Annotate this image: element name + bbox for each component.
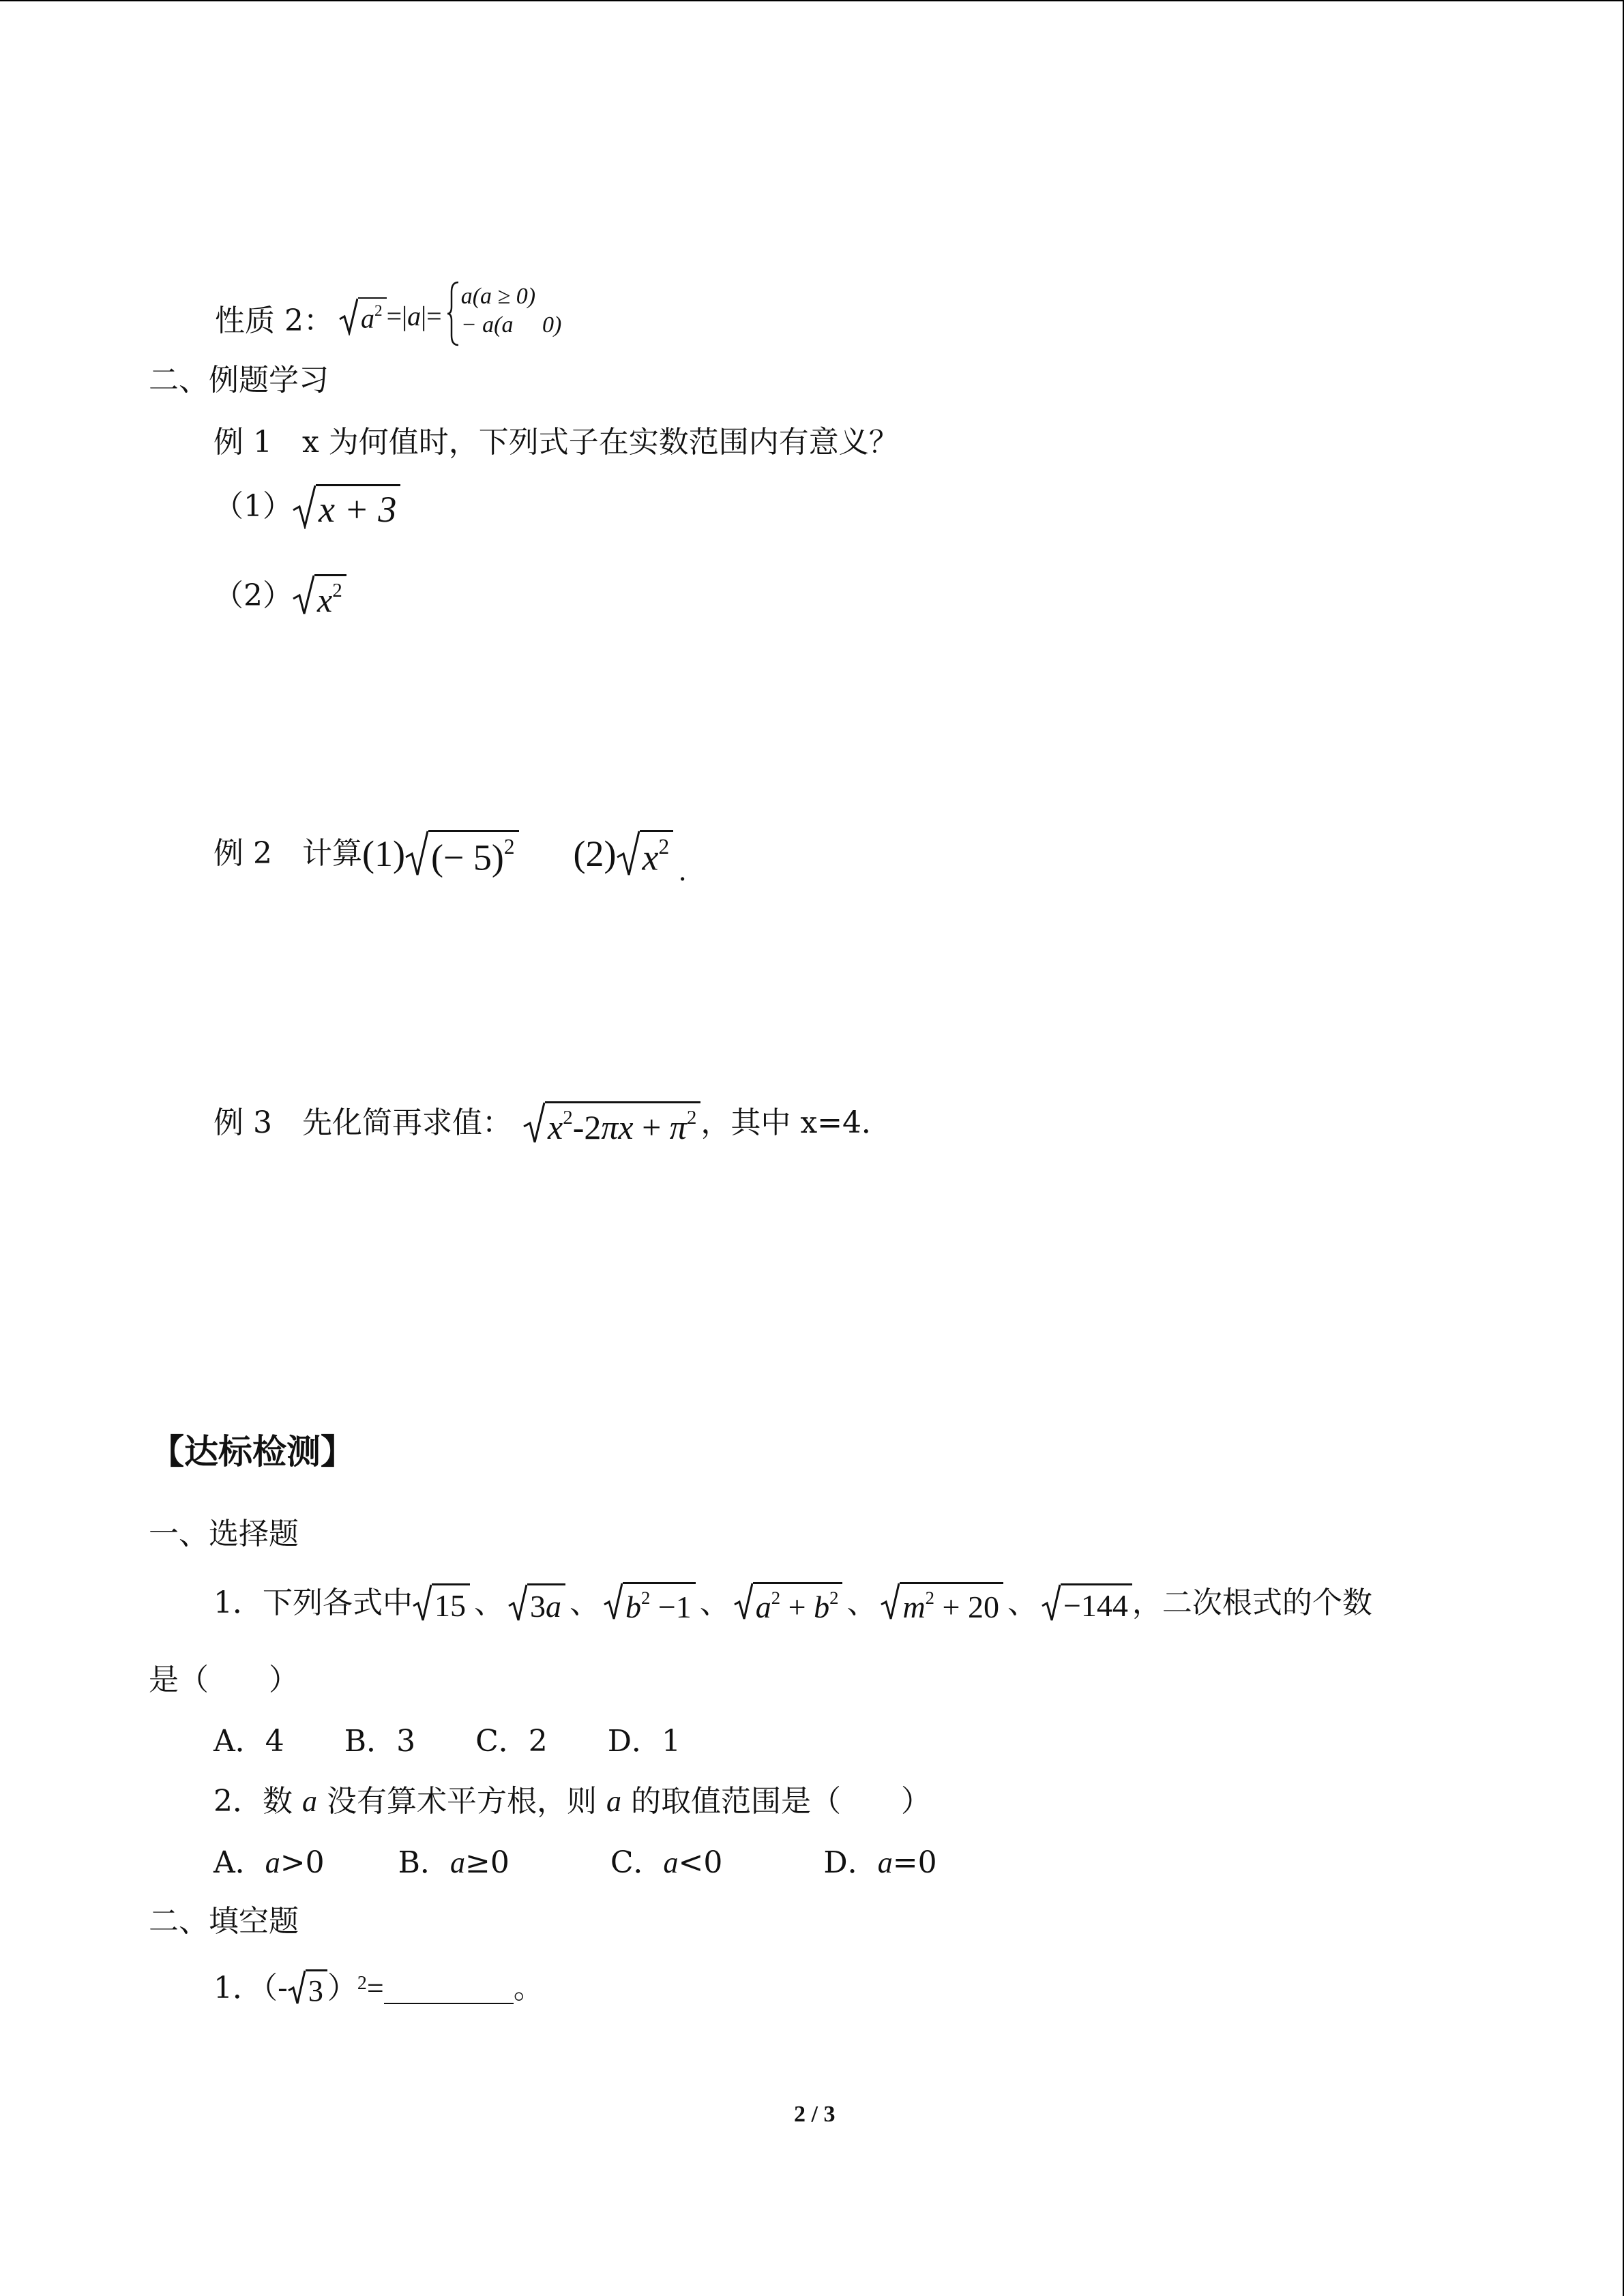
case-1: a(a ≥ 0) [460, 283, 536, 309]
sqrt-neg-144: −144 [1042, 1583, 1132, 1623]
example-3: 例 3 先化简再求值： $x^2-2\pi x + \pi^2$ ，其中 x=4． [213, 1101, 891, 1145]
sqrt-a-squared: $a^2$ [339, 297, 387, 336]
option-b: B．a≥0 [398, 1845, 510, 1880]
section-heading-dabiao: 【达标检测】 [150, 1431, 355, 1472]
property-2-label: 性质 2： [215, 303, 334, 338]
example-1-item-1: （1） x + 3 [213, 484, 400, 529]
section-title-examples: 二、例题学习 [149, 363, 329, 398]
option-a: A．a>0 [213, 1845, 325, 1880]
option-d: D．a=0 [823, 1845, 937, 1880]
fill-question-1: 1．（- 3 ） 2 = 。 [213, 1970, 544, 2008]
sqrt-x-squared-2: $x^2$ [617, 830, 674, 878]
answer-blank[interactable] [384, 1973, 514, 2004]
section-title-fill: 二、填空题 [149, 1904, 299, 1939]
choice-question-2: 2．数 a 没有算术平方根，则 a 的取值范围是（ ） [213, 1784, 931, 1819]
brace-icon [446, 280, 461, 348]
choice-question-1-options: A．4 B．3 C．2 D．1 [213, 1724, 681, 1759]
example-1-title: 例 1 x 为何值时，下列式子在实数范围内有意义？ [213, 425, 899, 460]
example-1-item-2: （2） $x^2$ [213, 574, 346, 618]
page-number: 2 / 3 [794, 2102, 836, 2127]
sqrt-b2-minus-1: $b^2 -1$ [604, 1582, 696, 1624]
choice-question-1: 1．下列各式中 15 、 3a 、 $b^2 -1$ 、 $a^2 + b^2$ 、 $m^2 + 20$ 、 −144 ，二次根式的个数 [213, 1582, 1372, 1624]
sqrt-3: 3 [288, 1969, 327, 2007]
section-title-choice: 一、选择题 [149, 1517, 299, 1551]
choice-question-2-options [213, 1845, 937, 1880]
sqrt-3a: 3a [508, 1583, 565, 1623]
property-2: 性质 2： $a^2$ =| a |= a(a ≥ 0) − a(a 0) [215, 259, 561, 348]
option-c: C．a<0 [610, 1845, 723, 1880]
sqrt-quadratic-pi: $x^2-2\pi x + \pi^2$ [523, 1101, 700, 1145]
case-2: − a(a 0) [460, 312, 562, 338]
piecewise-cases [461, 282, 562, 340]
sqrt-neg5-squared: (− 5)$^2$ [405, 830, 519, 878]
sqrt-15: 15 [413, 1583, 470, 1623]
sqrt-x-plus-3: x + 3 [293, 484, 400, 529]
sqrt-x-squared: $x^2$ [293, 574, 346, 618]
example-2: 例 2 计算 (1) (− 5)$^2$ (2) $x^2$ . [213, 822, 686, 886]
sqrt-m2-plus-20: $m^2 + 20$ [881, 1582, 1003, 1624]
choice-question-1-line-2: 是（ ） [149, 1663, 299, 1697]
sqrt-a2-plus-b2: $a^2 + b^2$ [734, 1582, 843, 1624]
